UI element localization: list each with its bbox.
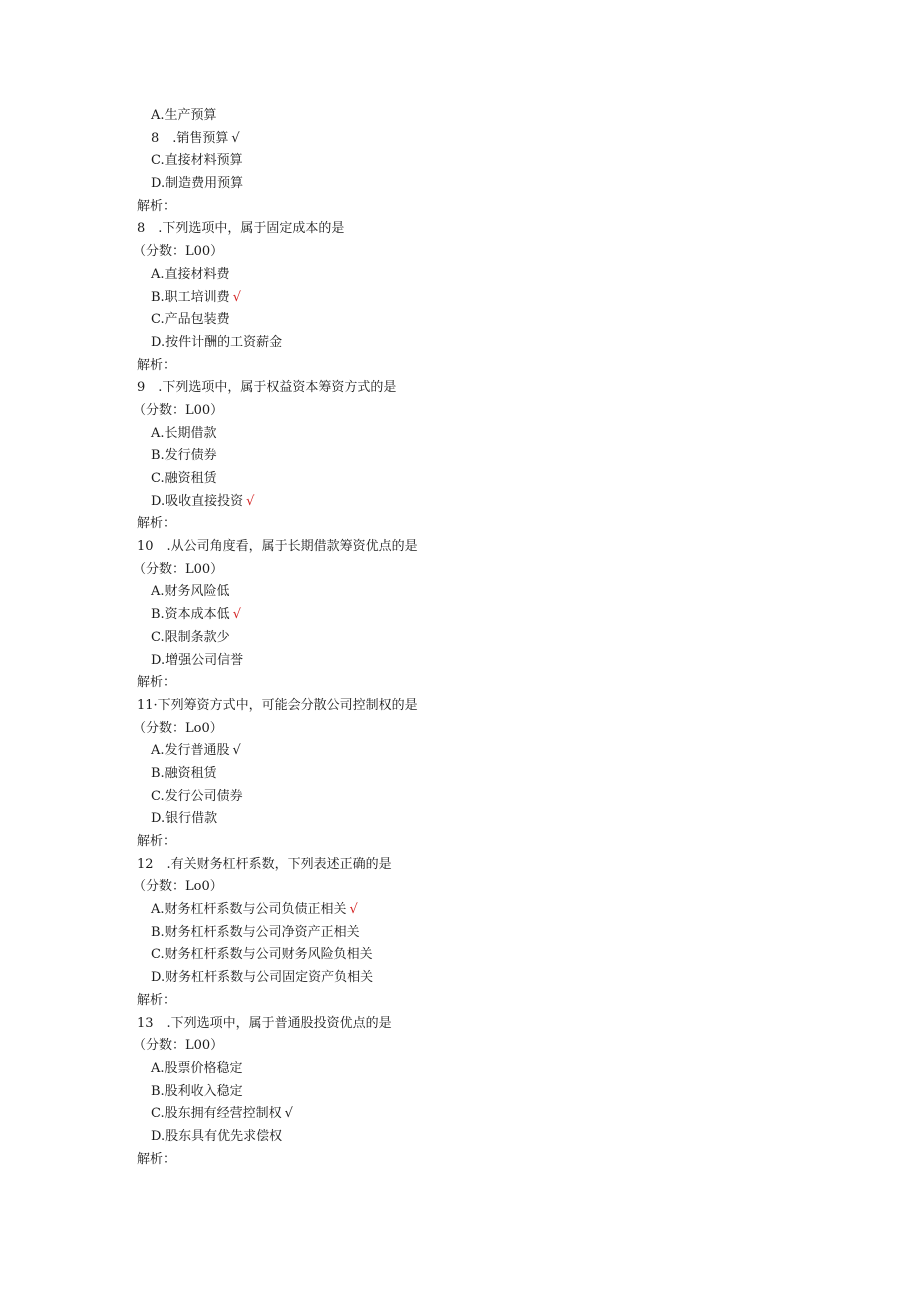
answer-option-text: B.资本成本低 (151, 607, 230, 623)
answer-option (0, 967, 920, 990)
explanation-label (0, 990, 920, 1013)
question-score-text: （分数：Lo0） (133, 720, 223, 736)
answer-option (0, 627, 920, 650)
answer-option (0, 150, 920, 173)
correct-answer-check-icon: √ (246, 493, 255, 509)
explanation-label (0, 513, 920, 536)
explanation-label (0, 196, 920, 219)
answer-option-text: A.长期借款 (151, 425, 217, 441)
answer-option (0, 491, 920, 514)
answer-option-text: D.增强公司信誉 (151, 652, 244, 668)
answer-option-text: D.财务杠杆系数与公司固定资产负相关 (151, 970, 374, 986)
answer-option (0, 922, 920, 945)
answer-option-text: D.吸收直接投资 (151, 493, 244, 509)
question-score-text: （分数：L00） (133, 402, 224, 418)
answer-option-text: A.财务风险低 (151, 584, 230, 600)
question-score (0, 718, 920, 741)
question-score-text: （分数：L00） (133, 1038, 224, 1054)
question-score-text: （分数：L00） (133, 244, 224, 260)
question-stem (0, 1013, 920, 1036)
answer-option-text: C.产品包装费 (151, 312, 230, 328)
question-stem-text: 9 .下列选项中，属于权益资本筹资方式的是 (137, 380, 397, 396)
answer-option (0, 740, 920, 763)
correct-answer-check-icon: √ (349, 902, 358, 918)
exam-document (0, 105, 920, 1171)
question-score (0, 400, 920, 423)
answer-option (0, 1126, 920, 1149)
answer-option (0, 899, 920, 922)
question-score (0, 1035, 920, 1058)
answer-option (0, 1081, 920, 1104)
question-stem-text: 13 .下列选项中，属于普通股投资优点的是 (137, 1015, 392, 1031)
question-stem (0, 695, 920, 718)
question-stem (0, 377, 920, 400)
answer-option-text: C.限制条款少 (151, 629, 230, 645)
answer-option-text: A.财务杠杆系数与公司负债正相关 (151, 902, 347, 918)
explanation-label-text: 解析： (137, 834, 177, 849)
answer-option (0, 309, 920, 332)
answer-option-text: A.股票价格稳定 (151, 1060, 243, 1076)
answer-option (0, 332, 920, 355)
answer-option-text: D.制造费用预算 (151, 176, 244, 192)
answer-option-text: D.按件计酬的工资薪金 (151, 334, 283, 350)
explanation-label-text: 解析： (137, 992, 177, 1008)
answer-option-text: A.生产预算 (151, 108, 217, 123)
explanation-label-text: 解析： (137, 675, 177, 691)
explanation-label-text: 解析： (137, 357, 177, 373)
question-score-text: （分数：L00） (133, 561, 224, 577)
answer-option (0, 1103, 920, 1126)
answer-option-text: B.职工培训费 (151, 289, 230, 305)
answer-option (0, 808, 920, 831)
answer-option (0, 105, 920, 128)
answer-option-text: B.财务杠杆系数与公司净资产正相关 (151, 924, 360, 940)
answer-option-text: A.直接材料费 (151, 266, 230, 282)
question-stem (0, 536, 920, 559)
correct-answer-check-icon: √ (232, 743, 241, 759)
question-score (0, 559, 920, 582)
question-score-text: （分数：Lo0） (133, 879, 223, 895)
answer-option-text: B.融资租赁 (151, 765, 217, 781)
answer-option (0, 287, 920, 310)
answer-option-text: 8 .销售预算 (151, 130, 229, 146)
answer-option-text: C.发行公司债券 (151, 788, 243, 804)
answer-option (0, 763, 920, 786)
question-stem (0, 854, 920, 877)
answer-option (0, 650, 920, 673)
correct-answer-check-icon: √ (284, 1106, 293, 1122)
answer-option-text: C.股东拥有经营控制权 (151, 1106, 282, 1122)
explanation-label-text: 解析： (137, 516, 177, 532)
answer-option (0, 786, 920, 809)
answer-option-text: C.财务杠杆系数与公司财务风险负相关 (151, 947, 373, 963)
question-score (0, 241, 920, 264)
question-stem-text: 12 .有关财务杠杆系数，下列表述正确的是 (137, 856, 392, 872)
answer-option (0, 1058, 920, 1081)
explanation-label-text: 解析： (137, 1151, 177, 1167)
answer-option (0, 604, 920, 627)
answer-option-text: D.银行借款 (151, 811, 218, 827)
question-score (0, 876, 920, 899)
answer-option (0, 128, 920, 151)
answer-option (0, 468, 920, 491)
answer-option (0, 173, 920, 196)
answer-option-text: B.股利收入稳定 (151, 1083, 243, 1099)
answer-option-text: C.融资租赁 (151, 471, 217, 486)
answer-option-text: D.股东具有优先求偿权 (151, 1128, 283, 1144)
explanation-label (0, 672, 920, 695)
correct-answer-check-icon: √ (232, 289, 241, 305)
question-stem-text: 8 .下列选项中，属于固定成本的是 (137, 221, 345, 237)
explanation-label (0, 355, 920, 378)
question-stem-text: 10 .从公司角度看，属于长期借款筹资优点的是 (137, 539, 418, 555)
explanation-label-text: 解析： (137, 198, 177, 214)
answer-option-text: C.直接材料预算 (151, 153, 243, 169)
explanation-label (0, 1149, 920, 1172)
question-stem-text: 11·下列筹资方式中，可能会分散公司控制权的是 (137, 697, 418, 713)
correct-answer-check-icon: √ (231, 130, 240, 146)
correct-answer-check-icon: √ (232, 607, 241, 623)
answer-option (0, 944, 920, 967)
answer-option (0, 423, 920, 446)
answer-option-text: A.发行普通股 (151, 743, 230, 759)
explanation-label (0, 831, 920, 854)
answer-option (0, 264, 920, 287)
answer-option (0, 581, 920, 604)
answer-option (0, 445, 920, 468)
answer-option-text: B.发行债券 (151, 448, 217, 464)
question-stem (0, 218, 920, 241)
